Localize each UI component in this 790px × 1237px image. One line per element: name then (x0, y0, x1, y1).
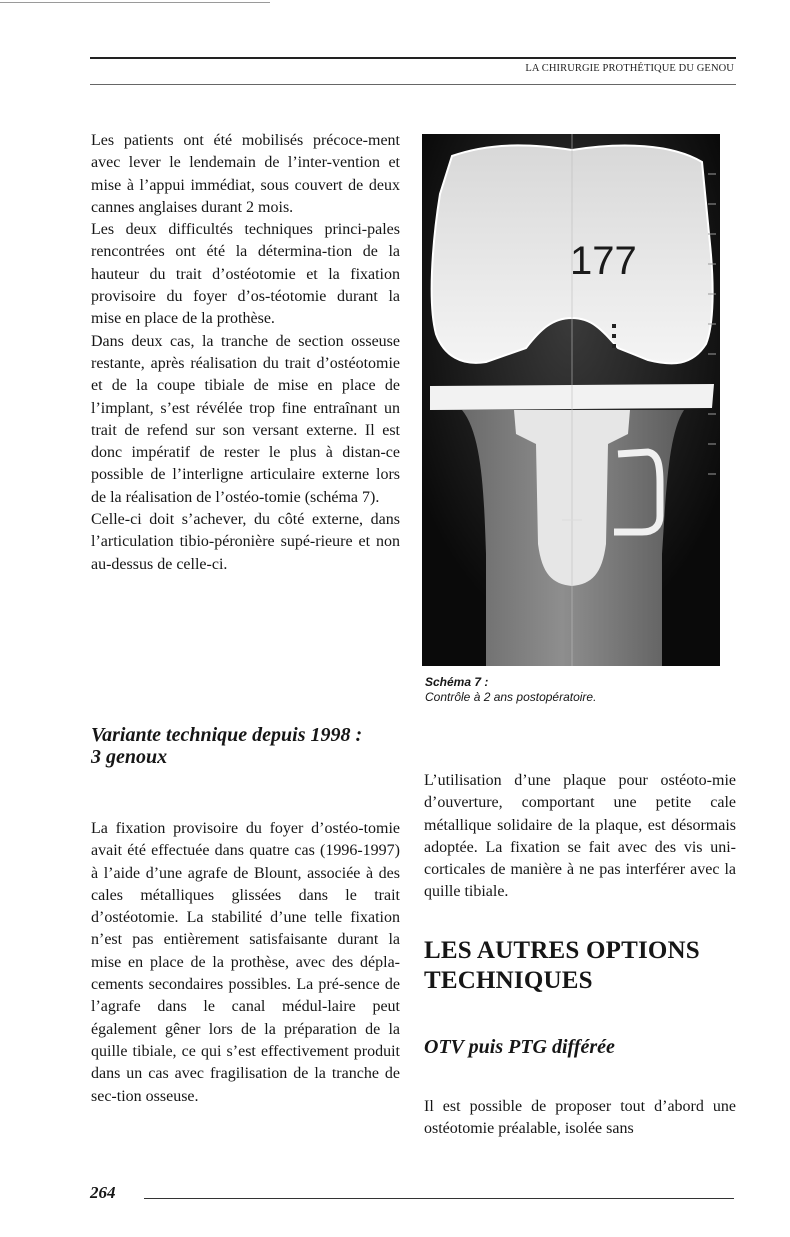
caption-title: Schéma 7 : (425, 675, 489, 689)
footer-rule (144, 1198, 734, 1199)
section-heading-line2: 3 genoux (91, 746, 168, 768)
header-rule-bottom (90, 84, 736, 85)
paragraph-deux-cas: Dans deux cas, la tranche de section osseuse restante, après réalisation du trait d’ostéotomie et de la coupe tibiale de mise en place de l’implant, s’est révélée trop fine entraînant un trait de refend sur son versant externe. Il est donc impératif de rester le plus à distan-ce possible de l’interligne articulaire externe lors de la réalisation de l’ostéo-tomie (schéma 7). (91, 332, 400, 506)
figure-caption (425, 675, 725, 705)
major-heading (424, 936, 736, 996)
running-head: LA CHIRURGIE PROTHÉTIQUE DU GENOU (525, 63, 734, 74)
paragraph-il-est-possible: Il est possible de proposer tout d’abord une ostéotomie préalable, isolée sans (424, 1098, 736, 1138)
section-heading-variante (91, 724, 400, 768)
xray-number-label: 177 (570, 239, 637, 283)
left-column-intro (91, 130, 400, 576)
paragraph-difficultes: Les deux difficultés techniques princi-pales rencontrées ont été la détermina-tion de la hauteur du trait d’ostéotomie et la fixation provisoire du foyer d’os-téotomie durant la mise en place de la prothèse. (91, 221, 400, 328)
paragraph-plaque: L’utilisation d’une plaque pour ostéoto-mie d’ouverture, comportant une petite cale métallique solidaire de la plaque, est désormais adoptée. La fixation se fait avec des vis uni-corticales de manière à ne pas interférer avec la quille tibiale. (424, 772, 736, 901)
caption-text: Contrôle à 2 ans postopératoire. (425, 690, 597, 704)
page-number: 264 (90, 1183, 116, 1202)
header-rule-top (90, 57, 736, 59)
xray-image (422, 134, 720, 666)
top-edge-line (0, 2, 270, 3)
paragraph-mobilisation: Les patients ont été mobilisés précoce-ment avec lever le lendemain de l’inter-vention et mise à l’appui immédiat, sous couvert de deux cannes anglaises durant 2 mois. (91, 132, 400, 216)
major-heading-line2: TECHNIQUES (424, 967, 593, 994)
section-heading-line1: Variante technique depuis 1998 : (91, 724, 363, 746)
sub-heading-otv: OTV puis PTG différée (424, 1036, 615, 1058)
major-heading-line1: LES AUTRES OPTIONS (424, 937, 700, 964)
paragraph-fixation-provisoire: La fixation provisoire du foyer d’ostéo-tomie avait été effectuée dans quatre cas (1996-1997) à l’aide d’une agrafe de Blount, associée à des cales métalliques glissées dans le trait d’ostéotomie. La stabilité d’une telle fixation n’est pas entièrement satisfaisante durant la mise en place de la prothèse, avec des dépla-cements secondaires possibles. La pré-sence de l’agrafe dans le canal médul-laire peut également gêner lors de la préparation de la quille tibiale, ce qui s’est effectivement produit dans un cas avec fragilisation de la tranche de sec-tion osseuse. (91, 820, 400, 1105)
paragraph-celle-ci: Celle-ci doit s’achever, du côté externe, dans l’articulation tibio-péronière supé-rieure et non au-dessus de celle-ci. (91, 511, 400, 573)
xray-figure (422, 134, 720, 666)
